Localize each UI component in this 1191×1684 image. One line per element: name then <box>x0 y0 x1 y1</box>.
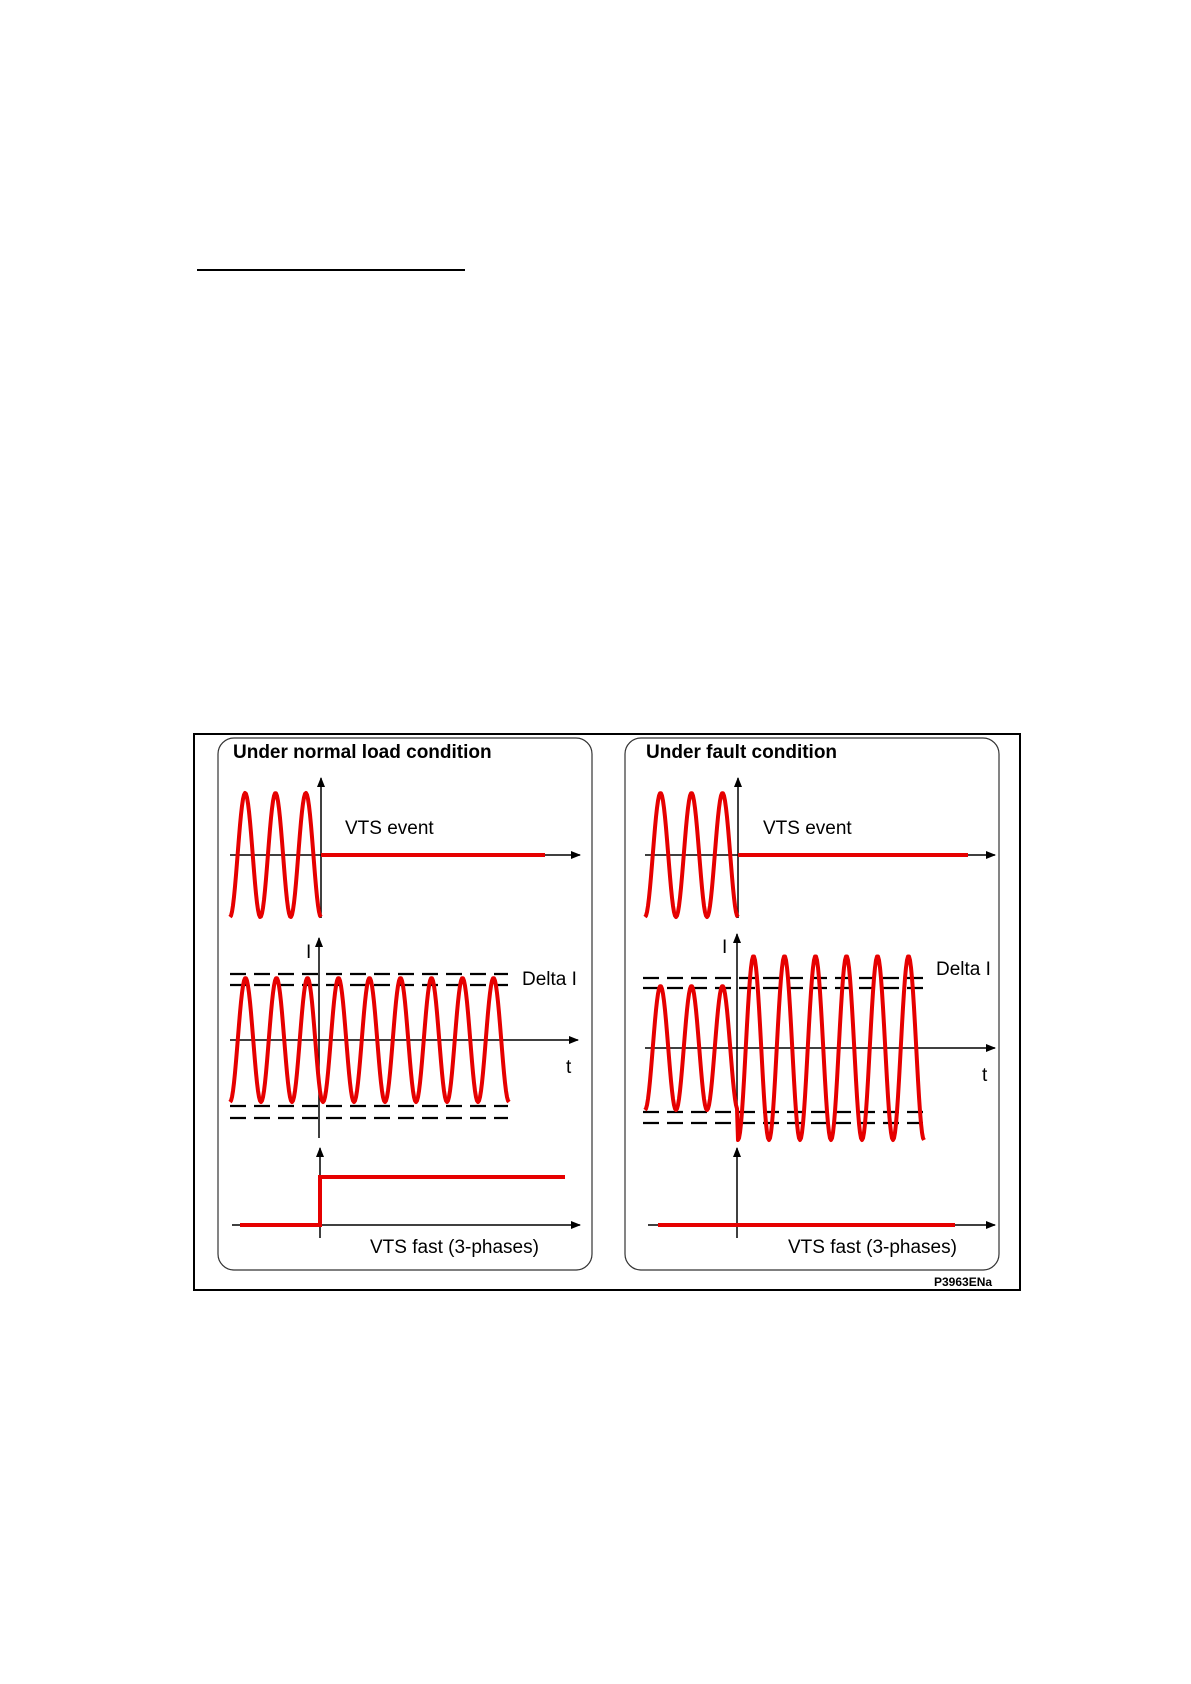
vts-fast-plot <box>232 1148 580 1258</box>
vts-fast-signal <box>240 1177 565 1225</box>
panel-normal-load <box>218 738 592 1270</box>
vts-fast-label: VTS fast (3-phases) <box>370 1237 539 1258</box>
delta-i-label: Delta I <box>936 959 991 980</box>
current-axis-label: I <box>722 937 728 958</box>
time-axis-label: t <box>982 1065 988 1086</box>
voltage-plot <box>230 778 580 918</box>
current-axis-label: I <box>306 942 312 963</box>
vts-fast-label: VTS fast (3-phases) <box>788 1237 957 1258</box>
voltage-plot <box>645 778 995 918</box>
panel-title: Under normal load condition <box>233 742 492 763</box>
panel-title: Under fault condition <box>646 742 838 763</box>
current-plot <box>230 938 578 1138</box>
current-plot <box>643 934 995 1140</box>
vts-fast-plot <box>648 1148 995 1258</box>
vts-event-label: VTS event <box>763 818 852 839</box>
figure-code: P3963ENa <box>934 1275 993 1289</box>
vts-event-label: VTS event <box>345 818 434 839</box>
time-axis-label: t <box>566 1057 572 1078</box>
delta-i-label: Delta I <box>522 969 577 990</box>
panel-fault <box>625 738 999 1270</box>
figure-frame <box>194 734 1020 1290</box>
